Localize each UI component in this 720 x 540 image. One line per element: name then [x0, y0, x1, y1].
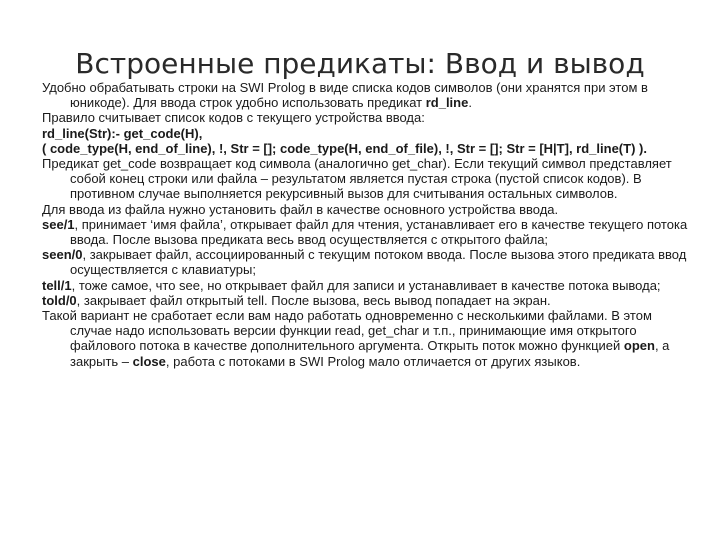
paragraph — [42, 278, 692, 293]
paragraph — [42, 247, 692, 277]
text-run: , закрывает файл, ассоциированный с текущим потоком ввода. После вызова этого предиката ввод осуществляется с клавиатуры; — [70, 247, 687, 278]
paragraph — [42, 126, 692, 141]
text-run: Правило считывает список кодов с текущего устройства ввода: — [42, 110, 425, 126]
bold-text: tell/1 — [42, 277, 72, 293]
text-run: , тоже самое, что see, но открывает файл для записи и устанавливает в качестве потока вывода; — [71, 277, 661, 293]
paragraph — [42, 141, 692, 156]
paragraph — [42, 80, 692, 110]
paragraph — [42, 156, 692, 202]
bold-text: open — [623, 338, 655, 354]
paragraph — [42, 217, 692, 247]
text-run: Предикат get_code возвращает код символа (аналогично get_char). Если текущий символ представляет собой конец строки или файла – результатом является пустая строка (пустой список кодов). В противном случае выполняется рекурсивный вызов для считывания остальных символов. — [42, 156, 672, 202]
text-run: , закрывает файл открытый tell. После вызова, весь вывод попадает на экран. — [76, 292, 551, 308]
text-run: , работа с потоками в SWI Prolog мало отличается от других языков. — [165, 353, 581, 369]
text-run: . — [468, 95, 472, 111]
paragraph — [42, 308, 692, 369]
paragraph — [42, 110, 692, 125]
text-run: , принимает ‘имя файла’, открывает файл для чтения, устанавливает его в качестве текущего потока ввода. После вызова предиката весь ввод осуществляется с открытого файла; — [70, 216, 688, 248]
text-run: , а закрыть – — [70, 338, 670, 369]
text-run: Удобно обрабатывать строки на SWI Prolog в виде списка кодов символов (они хранятся при этом в юникоде). Для ввода строк удобно использовать предикат — [42, 80, 648, 111]
bold-text: told/0 — [42, 292, 77, 308]
bold-text: see/1 — [42, 216, 75, 232]
paragraph — [42, 293, 692, 308]
slide-body — [42, 80, 692, 369]
bold-text: seen/0 — [42, 247, 83, 263]
text-run: Такой вариант не сработает если вам надо работать одновременно с несколькими файлами. В этом случае надо использовать версии функции read, get_char и т.п., принимающие имя открытого файлового потока в качестве дополнительного аргумента. Открыть поток можно функцией — [42, 308, 652, 354]
bold-text: rd_line(Str):- get_code(H), — [42, 125, 203, 141]
slide-title: Встроенные предикаты: Ввод и вывод — [75, 46, 645, 80]
text-run: Для ввода из файла нужно установить файл в качестве основного устройства ввода. — [42, 201, 559, 217]
bold-text: ( code_type(H, end_of_line), !, Str = []; code_type(H, end_of_file), !, Str = []; Str = [H|T], rd_line(T) ). — [42, 140, 647, 156]
paragraph — [42, 202, 692, 217]
bold-text: rd_line — [425, 95, 469, 111]
bold-text: close — [132, 353, 166, 369]
